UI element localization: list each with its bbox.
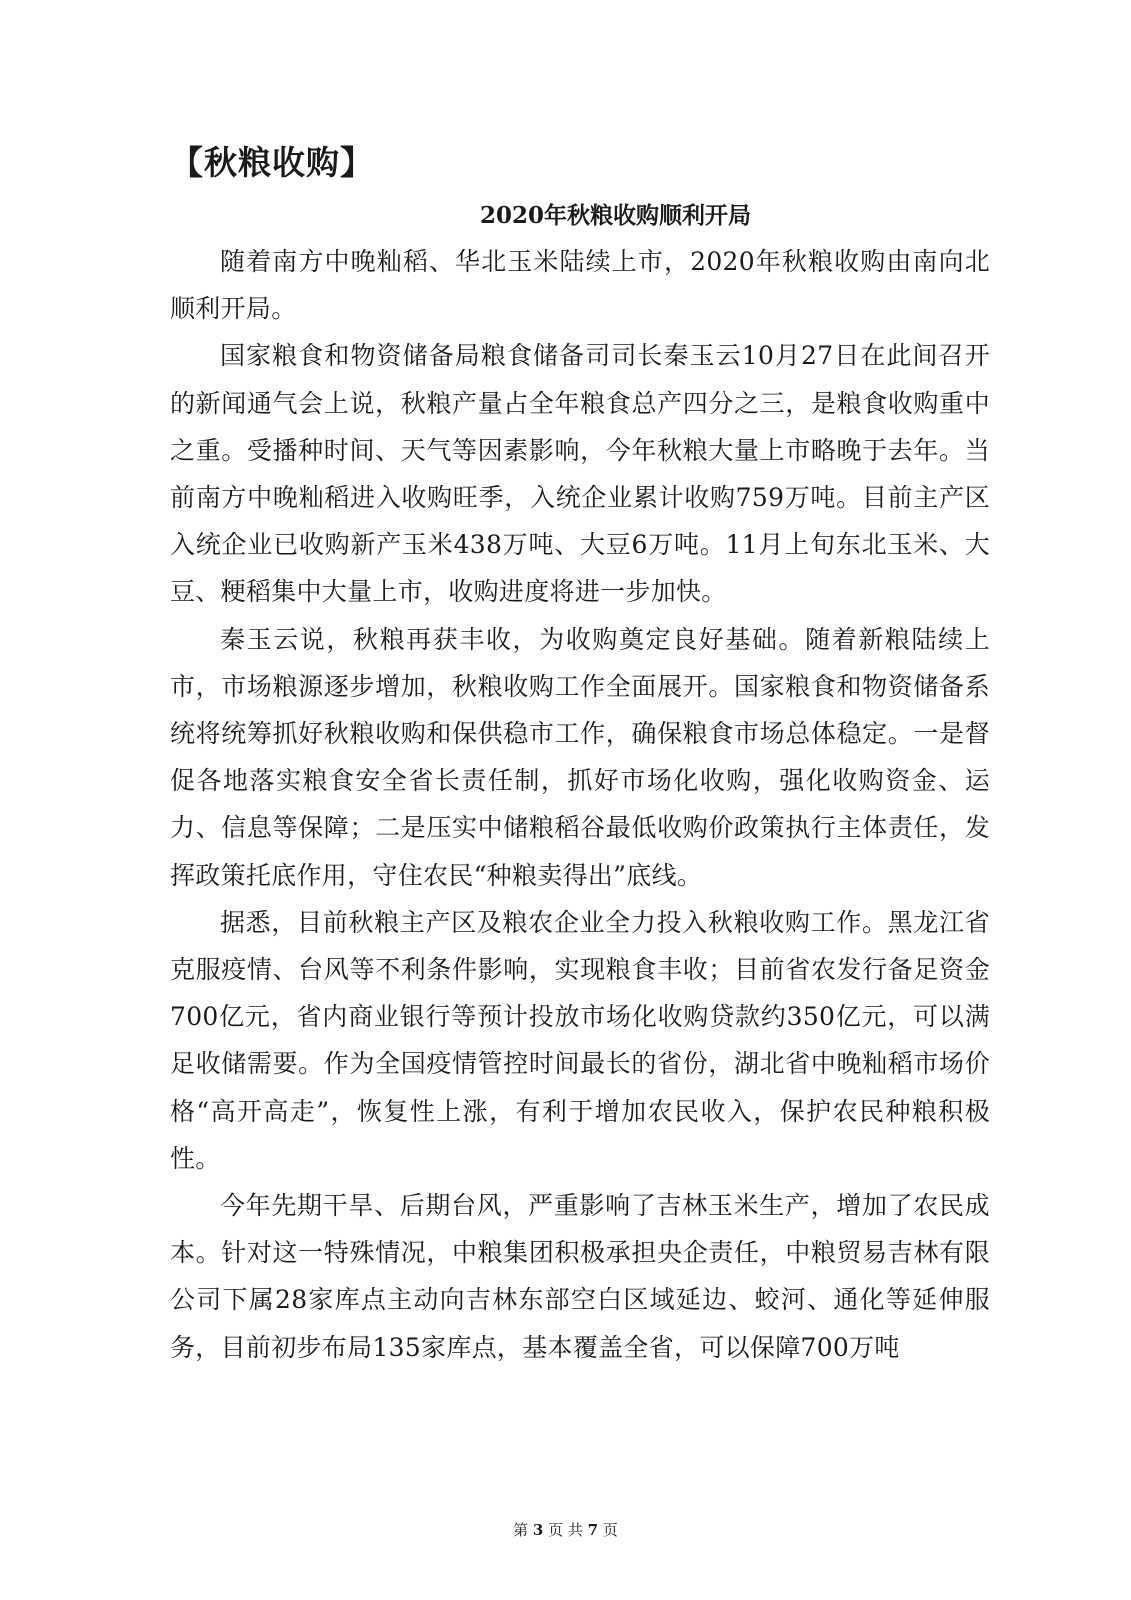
paragraph-4: 据悉，目前秋粮主产区及粮农企业全力投入秋粮收购工作。黑龙江省克服疫情、台风等不利条件影响，实现粮食丰收；目前省农发行备足资金700亿元，省内商业银行等预计投放市场化收购贷款约350亿元，可以满足收储需要。作为全国疫情管控时间最长的省份，湖北省中晚籼稻市场价格“高开高走”，恢复性上涨，有利于增加农民收入，保护农民种粮积极性。 [170, 907, 990, 1173]
section-heading: 【秋粮收购】 [170, 143, 374, 182]
paragraph-1: 随着南方中晚籼稻、华北玉米陆续上市，2020年秋粮收购由南向北顺利开局。 [170, 247, 990, 324]
footer-suffix: 页 [602, 1521, 618, 1539]
paragraph-5: 今年先期干旱、后期台风，严重影响了吉林玉米生产，增加了农民成本。针对这一特殊情况，中粮集团积极承担央企责任，中粮贸易吉林有限公司下属28家库点主动向吉林东部空白区域延边、蛟河、通化等延伸服务，目前初步布局135家库点，基本覆盖全省，可以保障700万吨 [170, 1191, 990, 1362]
total-page-count: 7 [587, 1521, 599, 1539]
article-title: 2020年秋粮收购顺利开局 [479, 202, 751, 229]
footer-prefix: 第 [513, 1521, 529, 1539]
paragraph-2: 国家粮食和物资储备局粮食储备司司长秦玉云10月27日在此间召开的新闻通气会上说，秋粮产量占全年粮食总产四分之三，是粮食收购重中之重。受播种时间、天气等因素影响，今年秋粮大量上市略晚于去年。当前南方中晚籼稻进入收购旺季，入统企业累计收购759万吨。目前主产区入统企业已收购新产玉米438万吨、大豆6万吨。11月上旬东北玉米、大豆、粳稻集中大量上市，收购进度将进一步加快。 [170, 341, 990, 607]
article-body [170, 238, 990, 1371]
current-page-number: 3 [532, 1521, 544, 1539]
page-footer [0, 1520, 1131, 1540]
paragraph-3: 秦玉云说，秋粮再获丰收，为收购奠定良好基础。随着新粮陆续上市，市场粮源逐步增加，秋粮收购工作全面展开。国家粮食和物资储备系统将统筹抓好秋粮收购和保供稳市工作，确保粮食市场总体稳定。一是督促各地落实粮食安全省长责任制，抓好市场化收购，强化收购资金、运力、信息等保障；二是压实中储粮稻谷最低收购价政策执行主体责任，发挥政策托底作用，守住农民“种粮卖得出”底线。 [170, 624, 990, 890]
footer-middle: 页 共 [548, 1521, 583, 1539]
